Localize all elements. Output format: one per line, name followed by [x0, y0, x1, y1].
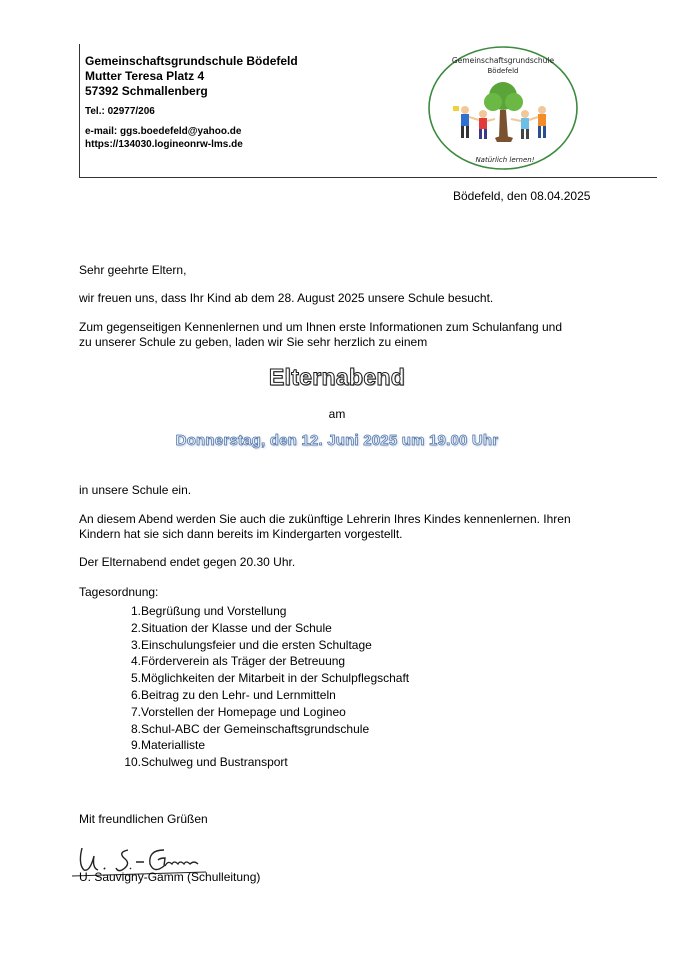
end-time: Der Elternabend endet gegen 20.30 Uhr. — [79, 555, 296, 569]
agenda-item: 10. Schulweg und Bustransport — [124, 755, 288, 770]
street: Mutter Teresa Platz 4 — [85, 69, 205, 83]
agenda-item: 3. Einschulungsfeier und die ersten Schultage — [130, 637, 372, 652]
agenda-item: 6. Beitrag zu den Lehr- und Lernmitteln — [130, 687, 336, 702]
agenda-item: 2. Situation der Klasse und der Schule — [130, 620, 332, 635]
signer-name: U. Sauvigny-Gamm (Schulleitung) — [79, 870, 261, 884]
school-name: Gemeinschaftsgrundschule Bödefeld — [85, 54, 298, 68]
city: 57392 Schmallenberg — [85, 84, 208, 98]
sender-address — [85, 54, 298, 151]
agenda-item: 7. Vorstellen der Homepage und Logineo — [130, 704, 346, 719]
agenda-item: 9. Materialliste — [130, 738, 206, 753]
email: e-mail: ggs.boedefeld@yahoo.de — [85, 126, 242, 137]
logo-slogan: Natürlich lernen! — [475, 156, 535, 164]
invitation-line-1: Zum gegenseitigen Kennenlernen und um Ihnen erste Informationen zum Schulanfang und — [79, 320, 562, 334]
agenda-list — [119, 603, 410, 771]
letterhead-divider-vertical — [79, 44, 80, 178]
location-line: in unsere Schule ein. — [79, 483, 192, 497]
agenda-item: 8. Schul-ABC der Gemeinschaftsgrundschule — [130, 721, 370, 736]
event-title: Elternabend — [268, 364, 406, 390]
letterhead-divider-horizontal — [79, 177, 657, 178]
agenda-item: 1. Begrüßung und Vorstellung — [130, 604, 287, 618]
agenda-item: 4. Förderverein als Träger der Betreuung — [130, 654, 346, 669]
letterhead — [79, 44, 657, 178]
invitation-paragraph — [79, 320, 619, 349]
agenda-title: Tagesordnung: — [79, 585, 159, 599]
event-am: am — [328, 407, 346, 421]
letter-date: Bödefeld, den 08.04.2025 — [453, 189, 591, 203]
teacher-line-1: An diesem Abend werden Sie auch die zukünftige Lehrerin Ihres Kindes kennenlernen. Ihren — [79, 512, 571, 526]
closing: Mit freundlichen Grüßen — [79, 812, 208, 826]
agenda-item: 5. Möglichkeiten der Mitarbeit in der Schulpflegschaft — [130, 671, 410, 686]
logo-sub-text: Bödefeld — [487, 67, 519, 75]
teacher-line-2: Kindern hat sie sich dann bereits im Kindergarten vorgestellt. — [79, 526, 403, 541]
school-logo — [425, 44, 581, 174]
invitation-line-2: zu unserer Schule zu geben, laden wir Sie sehr herzlich zu einem — [79, 334, 428, 349]
event-date: Donnerstag, den 12. Juni 2025 um 19.00 Uhr — [175, 432, 499, 449]
teacher-paragraph — [79, 512, 619, 541]
website: https://134030.logineonrw-lms.de — [85, 139, 243, 150]
intro-paragraph: wir freuen uns, dass Ihr Kind ab dem 28. August 2025 unsere Schule besucht. — [79, 291, 494, 305]
logo-top-text: Gemeinschaftsgrundschule — [451, 56, 555, 65]
phone: Tel.: 02977/206 — [85, 106, 155, 117]
salutation: Sehr geehrte Eltern, — [79, 263, 187, 277]
